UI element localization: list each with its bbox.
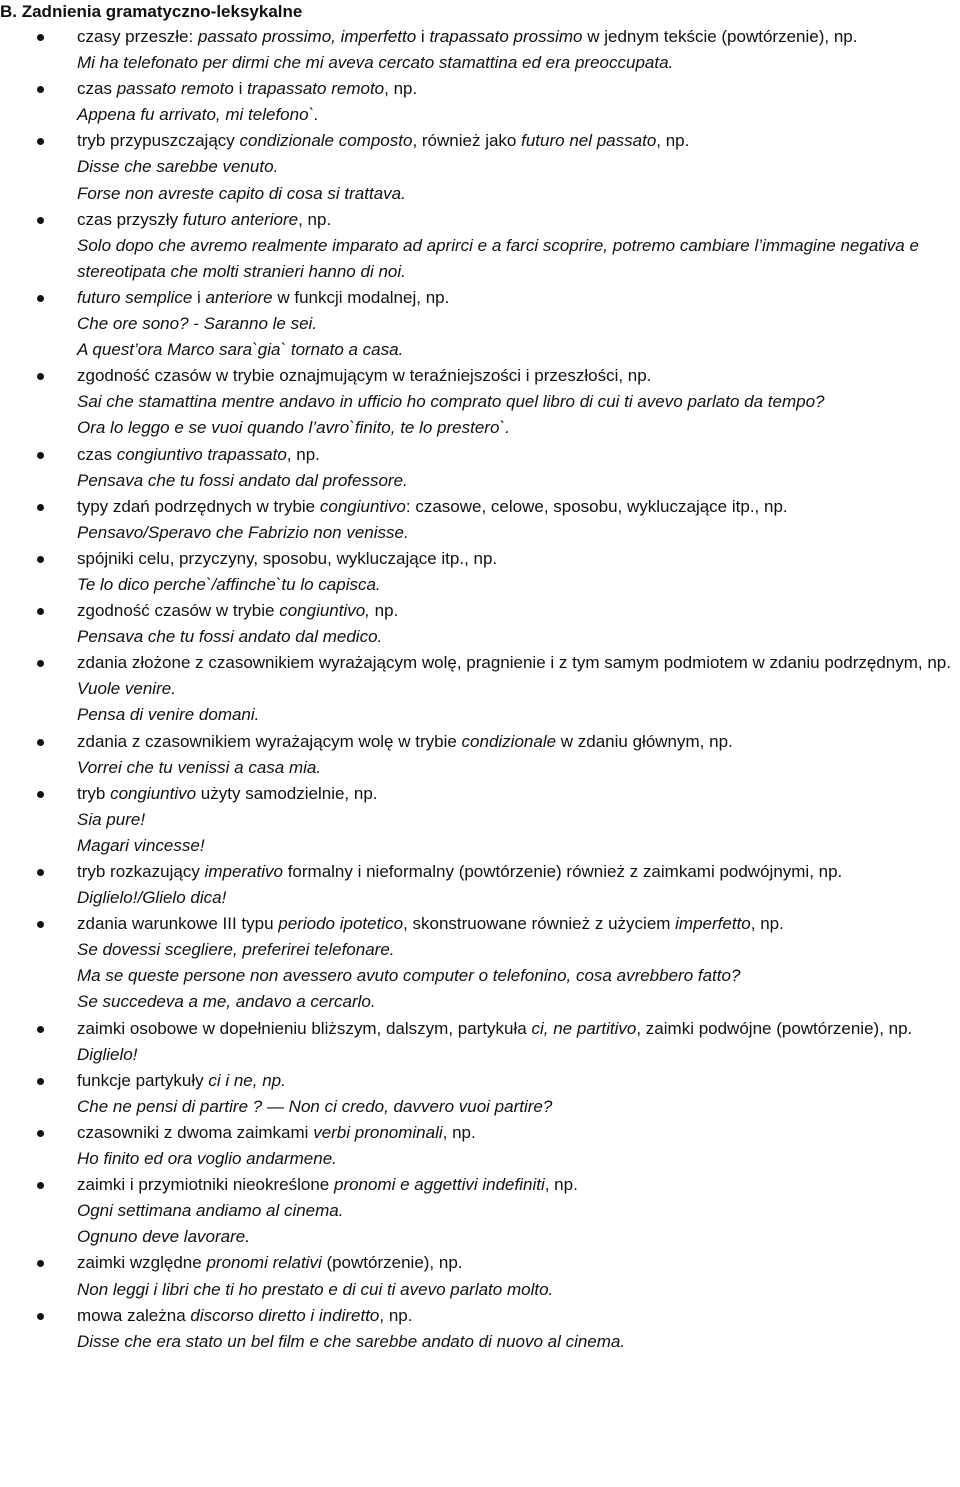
example-sentence (77, 1198, 954, 1224)
example-sentence (77, 937, 954, 963)
topic-text (77, 207, 954, 233)
text-run: , np. (656, 131, 690, 151)
text-run: condizionale (461, 731, 557, 751)
text-run: zgodność czasów w trybie oznajmującym w teraźniejszości i przeszłości, np. (77, 366, 652, 386)
section-title: B. Zadnienia gramatyczno-leksykalne (0, 2, 303, 21)
text-run: czas (77, 444, 117, 464)
text-run: Disse che sarebbe venuto. (77, 157, 279, 177)
example-sentence (77, 676, 954, 702)
bullet-icon (37, 660, 44, 667)
text-run: zdania z czasownikiem wyrażającym wolę w trybie (77, 731, 462, 751)
example-sentence (77, 389, 954, 415)
list-item (0, 859, 954, 911)
text-run: Sia pure! (77, 809, 146, 829)
text-run: imperativo (204, 862, 283, 881)
bullet-icon (37, 1260, 44, 1267)
list-item (0, 24, 954, 76)
text-run: (powtórzenie), np. (321, 1253, 463, 1273)
text-run: w zdaniu głównym, np. (556, 731, 733, 751)
topic-text (77, 650, 954, 676)
text-run: pronomi relativi (206, 1253, 322, 1273)
example-sentence (77, 50, 954, 76)
example-sentence (77, 1329, 954, 1355)
bullet-icon (37, 1078, 44, 1085)
bullet-icon (37, 1026, 44, 1033)
text-run: Disse che era stato un bel film e che sarebbe andato di nuovo al cinema. (77, 1331, 626, 1351)
example-sentence (77, 1042, 954, 1068)
list-item (0, 650, 954, 728)
topic-text (77, 1016, 954, 1042)
text-run: congiuntivo, (279, 601, 370, 621)
example-sentence (77, 102, 954, 128)
text-run: Ma se queste persone non avessero avuto computer o telefonino, cosa avrebbero fatto? (77, 966, 741, 986)
list-item (0, 442, 954, 494)
example-sentence (77, 963, 954, 989)
list-item (0, 598, 954, 650)
text-run: Forse non avreste capito di cosa si trattava. (77, 183, 406, 203)
example-sentence (77, 154, 954, 180)
text-run: Te lo dico perche`/affinche`tu lo capisca. (77, 574, 381, 594)
topic-text (77, 285, 954, 311)
example-sentence (77, 233, 954, 285)
text-run: zgodność czasów w trybie (77, 601, 280, 621)
text-run: spójniki celu, przyczyny, sposobu, wykluczające itp., np. (77, 548, 498, 568)
text-run: Pensava che tu fossi andato dal medico. (77, 627, 383, 647)
example-sentence (77, 624, 954, 650)
text-run: Ho finito ed ora voglio andarmene. (77, 1149, 337, 1169)
text-run: Diglielo!/Glielo dica! (77, 888, 227, 908)
text-run: Sai che stamattina mentre andavo in ufficio ho comprato quel libro di cui ti avevo parlato da tempo? (77, 392, 825, 412)
bullet-icon (37, 138, 44, 145)
text-run: Diglielo! (77, 1044, 138, 1064)
example-sentence (77, 572, 954, 598)
list-item (0, 128, 954, 206)
text-run: , np. (384, 79, 418, 99)
text-run: mowa zależna (77, 1305, 191, 1325)
example-sentence (77, 755, 954, 781)
text-run: pronomi e aggettivi indefiniti (333, 1175, 545, 1195)
text-run: A quest’ora Marco sara`gia` tornato a casa. (77, 340, 404, 360)
example-sentence (77, 989, 954, 1015)
example-sentence (77, 520, 954, 546)
list-item (0, 363, 954, 441)
text-run: zaimki względne (77, 1253, 207, 1273)
example-sentence (77, 468, 954, 494)
text-run: , np. (442, 1122, 476, 1142)
bullet-icon (37, 921, 44, 928)
text-run: futuro nel passato (521, 131, 657, 151)
text-run: ci i ne, np. (208, 1070, 286, 1090)
text-run: verbi pronominali (313, 1122, 443, 1142)
text-run: congiuntivo (110, 783, 197, 803)
example-sentence (77, 1094, 954, 1120)
list-item (0, 729, 954, 781)
text-run: i (192, 287, 206, 307)
text-run: , zaimki podwójne (powtórzenie), np. (636, 1018, 913, 1038)
text-run: , skonstruowane również z użyciem (403, 914, 676, 934)
list-item (0, 1068, 954, 1120)
text-run: , np. (298, 209, 332, 229)
list-item (0, 1303, 954, 1355)
text-run: zaimki i przymiotniki nieokreślone (77, 1175, 334, 1195)
text-run: , np. (750, 914, 784, 934)
text-run: Non leggi i libri che ti ho prestato e di cui ti avevo parlato molto. (77, 1279, 554, 1299)
text-run: tryb przypuszczający (77, 131, 240, 151)
bullet-icon (37, 1182, 44, 1189)
example-sentence (77, 1224, 954, 1250)
example-sentence (77, 885, 954, 911)
text-run: condizionale composto (239, 131, 413, 151)
topic-text (77, 859, 954, 885)
bullet-icon (37, 295, 44, 302)
bullet-icon (37, 34, 44, 41)
example-sentence (77, 702, 954, 728)
example-sentence (77, 337, 954, 363)
bullet-icon (37, 869, 44, 876)
text-run: Ognuno deve lavorare. (77, 1227, 250, 1247)
text-run: Pensava che tu fossi andato dal professore. (77, 470, 408, 490)
topic-text (77, 1303, 954, 1329)
text-run: Pensavo/Speravo che Fabrizio non venisse. (77, 522, 409, 542)
bullet-icon (37, 373, 44, 380)
text-run: Se succedeva a me, andavo a cercarlo. (77, 992, 376, 1012)
text-run: Ogni settimana andiamo al cinema. (77, 1201, 344, 1221)
text-run: i (233, 79, 248, 99)
text-run: Se dovessi scegliere, preferirei telefonare. (77, 940, 395, 960)
text-run: Vorrei che tu venissi a casa mia. (77, 757, 322, 777)
list-item (0, 1250, 954, 1302)
text-run: , np. (544, 1175, 578, 1195)
example-sentence (77, 833, 954, 859)
text-run: funkcje partykuły (77, 1070, 209, 1090)
topic-text (77, 781, 954, 807)
list-item (0, 1016, 954, 1068)
text-run: , również jako (412, 131, 522, 151)
text-run: Pensa di venire domani. (77, 705, 260, 725)
list-item (0, 1172, 954, 1250)
topic-text (77, 363, 954, 389)
text-run: passato prossimo, imperfetto (197, 27, 417, 46)
text-run: czasowniki z dwoma zaimkami (77, 1122, 314, 1142)
topic-text (77, 128, 954, 154)
text-run: zaimki osobowe w dopełnieniu bliższym, dalszym, partykuła (77, 1018, 532, 1038)
text-run: futuro semplice (77, 287, 193, 307)
text-run: trapassato prossimo (429, 27, 583, 46)
list-item (0, 781, 954, 859)
example-sentence (77, 1277, 954, 1303)
bullet-icon (37, 1130, 44, 1137)
text-run: futuro anteriore (182, 209, 299, 229)
bullet-icon (37, 791, 44, 798)
bullet-icon (37, 608, 44, 615)
topic-text (77, 494, 954, 520)
text-run: formalny i nieformalny (powtórzenie) również z zaimkami podwójnymi, np. (282, 862, 843, 881)
topic-text (77, 76, 954, 102)
topic-text (77, 1068, 954, 1094)
bullet-icon (37, 1313, 44, 1320)
text-run: imperfetto (675, 914, 751, 934)
text-run: : czasowe, celowe, sposobu, wykluczające itp., np. (405, 496, 788, 516)
topic-text (77, 1172, 954, 1198)
list-item (0, 911, 954, 1015)
topic-list (0, 24, 954, 1355)
example-sentence (77, 1146, 954, 1172)
text-run: Magari vincesse! (77, 835, 205, 855)
topic-text (77, 1120, 954, 1146)
text-run: , np. (286, 444, 320, 464)
bullet-icon (37, 556, 44, 563)
text-run: w jednym tekście (powtórzenie), np. (582, 27, 858, 46)
text-run: periodo ipotetico (278, 914, 404, 934)
list-item (0, 546, 954, 598)
text-run: trapassato remoto (247, 79, 385, 99)
text-run: zdania złożone z czasownikiem wyrażającym wolę, pragnienie i z tym samym podmiotem w zdaniu podrzędnym, np. (77, 653, 951, 673)
bullet-icon (37, 217, 44, 224)
text-run: i (416, 27, 430, 46)
text-run: czas (77, 79, 117, 99)
example-sentence (77, 415, 954, 441)
text-run: congiuntivo (319, 496, 406, 516)
bullet-icon (37, 504, 44, 511)
text-run: anteriore (205, 287, 273, 307)
text-run: czas przyszły (77, 209, 183, 229)
list-item (0, 1120, 954, 1172)
text-run: użyty samodzielnie, np. (196, 783, 378, 803)
example-sentence (77, 807, 954, 833)
text-run: , np. (379, 1305, 413, 1325)
example-sentence (77, 311, 954, 337)
text-run: czasy przeszłe: (77, 27, 198, 46)
text-run: typy zdań podrzędnych w trybie (77, 496, 320, 516)
list-item (0, 207, 954, 285)
topic-text (77, 598, 954, 624)
bullet-icon (37, 452, 44, 459)
topic-text (77, 911, 954, 937)
text-run: w funkcji modalnej, np. (272, 287, 450, 307)
text-run: congiuntivo trapassato (116, 444, 287, 464)
example-sentence (77, 181, 954, 207)
text-run: Ora lo leggo e se vuoi quando l’avro`finito, te lo prestero`. (77, 418, 510, 438)
text-run: ci, ne partitivo (531, 1018, 637, 1038)
text-run: zdania warunkowe III typu (77, 914, 279, 934)
topic-text (77, 1250, 954, 1276)
text-run: discorso diretto i indiretto (190, 1305, 380, 1325)
list-item (0, 285, 954, 363)
text-run: Solo dopo che avremo realmente imparato ad aprirci e a farci scoprire, potremo cambiare l’immagine negativa e stereotipata che molti stranieri hanno di noi. (77, 235, 919, 281)
text-run: np. (369, 601, 399, 621)
text-run: tryb (77, 783, 111, 803)
topic-text (77, 546, 954, 572)
text-run: passato remoto (116, 79, 234, 99)
topic-text (77, 729, 954, 755)
text-run: Mi ha telefonato per dirmi che mi aveva cercato stamattina ed era preoccupata. (77, 53, 674, 73)
bullet-icon (37, 86, 44, 93)
text-run: Che ore sono? - Saranno le sei. (77, 314, 318, 334)
list-item (0, 494, 954, 546)
topic-text (77, 442, 954, 468)
text-run: tryb rozkazujący (77, 862, 205, 881)
list-item (0, 76, 954, 128)
text-run: Appena fu arrivato, mi telefono`. (77, 105, 319, 125)
topic-text (77, 24, 954, 50)
text-run: Che ne pensi di partire ? — Non ci credo, davvero vuoi partire? (77, 1096, 553, 1116)
text-run: Vuole venire. (77, 679, 176, 699)
bullet-icon (37, 739, 44, 746)
